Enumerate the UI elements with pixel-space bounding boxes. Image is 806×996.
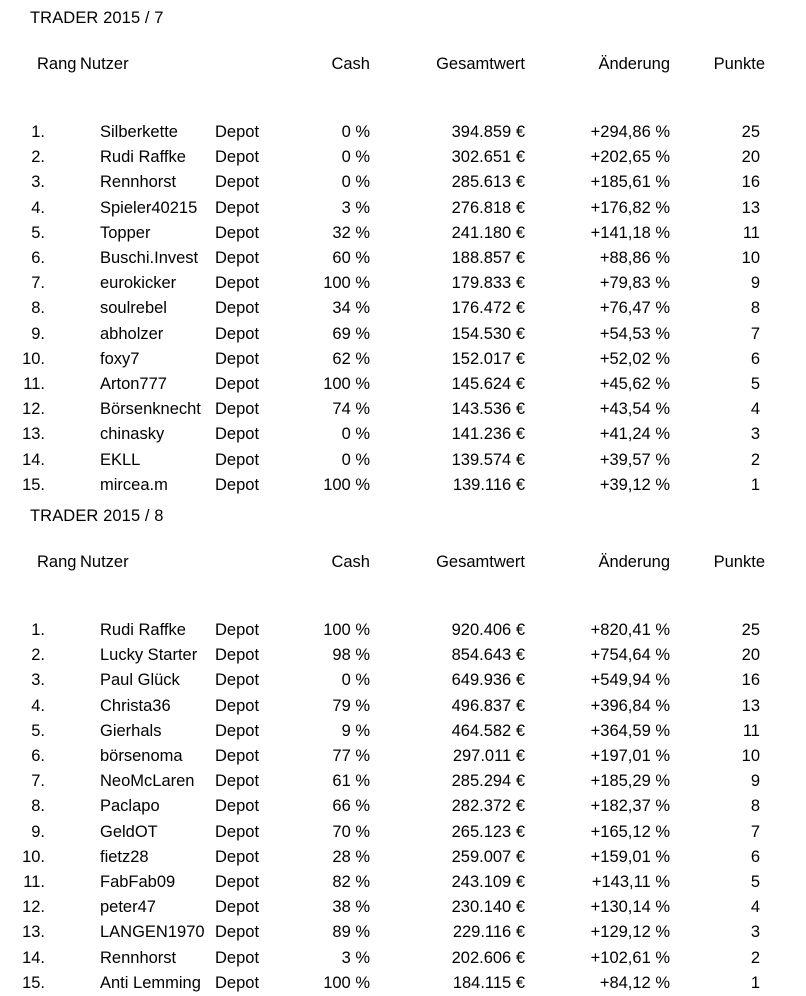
column-header-depot (215, 526, 295, 572)
cell-rank: 9. (31, 822, 45, 841)
cell-total: 176.472 € (451, 299, 525, 318)
cell-rank: 3. (31, 671, 45, 690)
cell-rank: 7. (31, 274, 45, 293)
cell-change: +45,62 % (599, 375, 670, 394)
table-row (0, 668, 806, 693)
cell-cash: 82 % (332, 873, 370, 892)
table-row (0, 719, 806, 744)
cell-change: +294,86 % (590, 123, 670, 141)
cell-user: fietz28 (100, 847, 149, 866)
cell-rank: 4. (31, 198, 45, 217)
cell-total: 282.372 € (451, 797, 525, 816)
cell-change: +129,12 % (590, 923, 670, 942)
header-spacer-row (0, 74, 806, 120)
cell-depot: Depot (215, 274, 260, 293)
cell-rank: 11. (23, 873, 45, 892)
column-header-user: Nutzer (80, 553, 129, 571)
cell-total: 141.236 € (451, 425, 525, 444)
cell-total: 145.624 € (451, 375, 525, 394)
cell-cash: 0 % (341, 123, 370, 141)
table-row (0, 845, 806, 870)
cell-cash: 28 % (332, 847, 370, 866)
cell-points: 7 (750, 822, 760, 841)
cell-total: 276.818 € (451, 198, 525, 217)
table-row (0, 971, 806, 996)
column-header-points: Punkte (713, 55, 765, 73)
cell-rank: 5. (31, 721, 45, 740)
cell-cash: 66 % (332, 797, 370, 816)
cell-total: 229.116 € (452, 923, 525, 942)
cell-change: +39,12 % (599, 475, 670, 494)
column-header-rank: Rang (37, 553, 77, 571)
cell-user: foxy7 (100, 349, 140, 368)
cell-user: NeoMcLaren (100, 772, 195, 791)
cell-change: +549,94 % (590, 671, 670, 690)
table-row (0, 372, 806, 397)
cell-user: FabFab09 (100, 873, 176, 892)
cell-user: mircea.m (100, 475, 168, 494)
ranking-block-trader-2015-8 (0, 506, 806, 996)
header-spacer-row (0, 572, 806, 618)
cell-change: +84,12 % (599, 973, 670, 992)
cell-change: +52,02 % (599, 349, 670, 368)
cell-total: 285.613 € (451, 173, 525, 192)
cell-rank: 10. (22, 847, 45, 866)
cell-points: 5 (750, 375, 760, 394)
cell-depot: Depot (215, 324, 260, 343)
cell-cash: 89 % (332, 923, 370, 942)
cell-rank: 14. (22, 450, 45, 469)
cell-cash: 100 % (323, 973, 370, 992)
cell-rank: 4. (31, 696, 45, 715)
cell-total: 265.123 € (451, 822, 525, 841)
cell-points: 25 (741, 123, 760, 141)
cell-depot: Depot (215, 873, 260, 892)
cell-user: Rennhorst (100, 173, 177, 192)
cell-depot: Depot (215, 400, 260, 419)
cell-depot: Depot (215, 747, 260, 766)
table-row (0, 618, 806, 643)
cell-cash: 69 % (332, 324, 370, 343)
table-row (0, 271, 806, 296)
cell-cash: 34 % (332, 299, 370, 318)
cell-change: +202,65 % (590, 148, 670, 167)
cell-depot: Depot (215, 349, 260, 368)
table-row (0, 870, 806, 895)
ranking-table-body (0, 120, 806, 498)
cell-depot: Depot (215, 249, 260, 268)
cell-change: +79,83 % (599, 274, 670, 293)
cell-rank: 15. (22, 475, 45, 494)
cell-points: 4 (750, 400, 760, 419)
table-row (0, 170, 806, 195)
cell-rank: 15. (22, 973, 45, 992)
cell-change: +176,82 % (590, 198, 670, 217)
cell-depot: Depot (215, 822, 260, 841)
table-header-row (0, 28, 806, 74)
cell-total: 496.837 € (451, 696, 525, 715)
cell-points: 6 (750, 349, 760, 368)
cell-rank: 8. (31, 797, 45, 816)
cell-cash: 9 % (341, 721, 370, 740)
cell-depot: Depot (215, 772, 260, 791)
table-row (0, 397, 806, 422)
cell-user: Rudi Raffke (100, 148, 186, 167)
table-header-row (0, 526, 806, 572)
column-header-depot (215, 28, 295, 74)
cell-rank: 13. (22, 923, 45, 942)
cell-total: 154.530 € (451, 324, 525, 343)
cell-depot: Depot (215, 450, 260, 469)
cell-points: 11 (742, 721, 760, 740)
cell-points: 16 (741, 173, 760, 192)
cell-rank: 1. (31, 123, 45, 141)
cell-total: 285.294 € (451, 772, 525, 791)
cell-user: chinasky (100, 425, 165, 444)
cell-user: Spieler40215 (100, 198, 198, 217)
cell-points: 20 (741, 148, 760, 167)
cell-points: 9 (750, 274, 760, 293)
cell-user: Christa36 (100, 696, 171, 715)
cell-user: börsenoma (100, 747, 183, 766)
cell-depot: Depot (215, 148, 260, 167)
cell-depot: Depot (215, 621, 260, 639)
cell-rank: 10. (22, 349, 45, 368)
cell-depot: Depot (215, 973, 260, 992)
cell-user: Arton777 (100, 375, 167, 394)
table-row (0, 145, 806, 170)
cell-depot: Depot (215, 173, 260, 192)
column-header-total: Gesamtwert (436, 55, 525, 73)
cell-total: 259.007 € (451, 847, 525, 866)
cell-total: 854.643 € (451, 646, 525, 665)
cell-user: LANGEN1970 (100, 923, 205, 942)
cell-cash: 70 % (332, 822, 370, 841)
cell-user: Börsenknecht (100, 400, 201, 419)
cell-change: +182,37 % (590, 797, 670, 816)
table-row (0, 694, 806, 719)
cell-depot: Depot (215, 948, 260, 967)
cell-change: +364,59 % (590, 721, 670, 740)
cell-points: 3 (750, 425, 760, 444)
cell-depot: Depot (215, 198, 260, 217)
cell-depot: Depot (215, 797, 260, 816)
table-row (0, 347, 806, 372)
column-header-cash: Cash (331, 553, 370, 571)
cell-cash: 98 % (332, 646, 370, 665)
cell-cash: 32 % (332, 223, 370, 242)
cell-depot: Depot (215, 721, 260, 740)
cell-user: EKLL (100, 450, 141, 469)
cell-change: +102,61 % (590, 948, 670, 967)
cell-change: +88,86 % (599, 249, 670, 268)
cell-cash: 0 % (341, 148, 370, 167)
cell-change: +41,24 % (599, 425, 670, 444)
table-row (0, 643, 806, 668)
cell-rank: 3. (31, 173, 45, 192)
cell-cash: 60 % (332, 249, 370, 268)
cell-rank: 6. (31, 249, 45, 268)
cell-change: +165,12 % (590, 822, 670, 841)
cell-total: 202.606 € (451, 948, 525, 967)
cell-change: +197,01 % (590, 747, 670, 766)
cell-change: +54,53 % (599, 324, 670, 343)
column-header-points: Punkte (713, 553, 765, 571)
table-row (0, 769, 806, 794)
cell-points: 1 (750, 475, 760, 494)
ranking-table (0, 526, 806, 996)
ranking-table-body (0, 618, 806, 996)
cell-rank: 12. (22, 400, 45, 419)
cell-change: +141,18 % (590, 223, 670, 242)
cell-points: 2 (750, 450, 760, 469)
cell-rank: 8. (31, 299, 45, 318)
cell-depot: Depot (215, 847, 260, 866)
column-header-change: Änderung (598, 55, 670, 73)
cell-change: +754,64 % (590, 646, 670, 665)
table-row (0, 920, 806, 945)
cell-points: 3 (750, 923, 760, 942)
ranking-block-trader-2015-7 (0, 8, 806, 498)
cell-rank: 2. (31, 148, 45, 167)
cell-change: +143,11 % (591, 873, 670, 892)
cell-change: +130,14 % (590, 898, 670, 917)
cell-rank: 13. (22, 425, 45, 444)
cell-change: +43,54 % (599, 400, 670, 419)
cell-points: 25 (741, 621, 760, 639)
cell-user: Lucky Starter (100, 646, 198, 665)
cell-cash: 0 % (341, 425, 370, 444)
table-row (0, 744, 806, 769)
cell-user: Paul Glück (100, 671, 180, 690)
cell-total: 464.582 € (451, 721, 525, 740)
cell-cash: 100 % (323, 475, 370, 494)
table-row (0, 448, 806, 473)
cell-rank: 5. (31, 223, 45, 242)
cell-points: 16 (741, 671, 760, 690)
cell-user: abholzer (100, 324, 164, 343)
cell-points: 20 (741, 646, 760, 665)
table-row (0, 946, 806, 971)
cell-points: 10 (741, 747, 760, 766)
column-header-change: Änderung (598, 553, 670, 571)
cell-user: Paclapo (100, 797, 160, 816)
table-row (0, 221, 806, 246)
cell-total: 649.936 € (451, 671, 525, 690)
cell-depot: Depot (215, 923, 260, 942)
cell-points: 11 (742, 223, 760, 242)
cell-rank: 2. (31, 646, 45, 665)
cell-total: 139.116 € (452, 475, 525, 494)
table-row (0, 895, 806, 920)
column-header-total: Gesamtwert (436, 553, 525, 571)
cell-user: Rudi Raffke (100, 621, 186, 639)
cell-total: 188.857 € (451, 249, 525, 268)
cell-cash: 38 % (332, 898, 370, 917)
cell-rank: 12. (22, 898, 45, 917)
cell-change: +820,41 % (590, 621, 670, 639)
cell-user: soulrebel (100, 299, 167, 318)
ranking-table (0, 28, 806, 498)
cell-points: 4 (750, 898, 760, 917)
cell-cash: 0 % (341, 450, 370, 469)
cell-points: 8 (750, 299, 760, 318)
cell-cash: 0 % (341, 173, 370, 192)
cell-rank: 6. (31, 747, 45, 766)
cell-cash: 0 % (341, 671, 370, 690)
cell-depot: Depot (215, 375, 260, 394)
cell-cash: 100 % (323, 621, 370, 639)
cell-points: 5 (750, 873, 760, 892)
column-header-cash: Cash (331, 55, 370, 73)
table-row (0, 322, 806, 347)
cell-total: 152.017 € (451, 349, 525, 368)
column-header-user: Nutzer (80, 55, 129, 73)
cell-rank: 11. (23, 375, 45, 394)
table-row (0, 473, 806, 498)
page-title: TRADER 2015 / 8 (30, 507, 164, 525)
cell-depot: Depot (215, 671, 260, 690)
cell-total: 920.406 € (451, 621, 525, 639)
cell-change: +76,47 % (599, 299, 670, 318)
cell-rank: 1. (31, 621, 45, 639)
table-row (0, 794, 806, 819)
cell-total: 241.180 € (451, 223, 525, 242)
table-row (0, 196, 806, 221)
cell-depot: Depot (215, 425, 260, 444)
cell-cash: 100 % (323, 375, 370, 394)
cell-points: 10 (741, 249, 760, 268)
cell-cash: 77 % (332, 747, 370, 766)
cell-change: +185,29 % (590, 772, 670, 791)
cell-depot: Depot (215, 123, 260, 141)
cell-cash: 100 % (323, 274, 370, 293)
cell-rank: 14. (22, 948, 45, 967)
cell-points: 8 (750, 797, 760, 816)
column-header-rank: Rang (37, 55, 77, 73)
cell-total: 394.859 € (451, 123, 525, 141)
cell-cash: 3 % (341, 948, 370, 967)
cell-points: 2 (750, 948, 760, 967)
cell-depot: Depot (215, 646, 260, 665)
cell-change: +39,57 % (599, 450, 670, 469)
cell-rank: 9. (31, 324, 45, 343)
cell-user: peter47 (100, 898, 156, 917)
cell-points: 1 (750, 973, 760, 992)
cell-total: 184.115 € (452, 973, 525, 992)
cell-total: 243.109 € (451, 873, 525, 892)
cell-rank: 7. (31, 772, 45, 791)
cell-user: GeldOT (100, 822, 158, 841)
cell-cash: 61 % (332, 772, 370, 791)
cell-change: +396,84 % (590, 696, 670, 715)
cell-points: 7 (750, 324, 760, 343)
cell-total: 139.574 € (451, 450, 525, 469)
cell-points: 13 (741, 198, 760, 217)
cell-points: 9 (750, 772, 760, 791)
cell-user: Topper (100, 223, 151, 242)
cell-user: Buschi.Invest (100, 249, 199, 268)
cell-user: Anti Lemming (100, 973, 201, 992)
cell-user: eurokicker (100, 274, 177, 293)
cell-change: +185,61 % (590, 173, 670, 192)
cell-total: 297.011 € (452, 747, 525, 766)
cell-user: Gierhals (100, 721, 162, 740)
table-row (0, 820, 806, 845)
cell-cash: 62 % (332, 349, 370, 368)
cell-cash: 74 % (332, 400, 370, 419)
cell-depot: Depot (215, 475, 260, 494)
cell-cash: 79 % (332, 696, 370, 715)
cell-depot: Depot (215, 696, 260, 715)
header-spacer (0, 74, 806, 120)
cell-points: 6 (750, 847, 760, 866)
page-title: TRADER 2015 / 7 (30, 9, 164, 27)
table-row (0, 422, 806, 447)
cell-user: Silberkette (100, 123, 178, 141)
cell-total: 230.140 € (451, 898, 525, 917)
cell-total: 143.536 € (451, 400, 525, 419)
cell-total: 179.833 € (451, 274, 525, 293)
cell-user: Rennhorst (100, 948, 177, 967)
table-row (0, 296, 806, 321)
table-row (0, 246, 806, 271)
cell-depot: Depot (215, 223, 260, 242)
cell-depot: Depot (215, 299, 260, 318)
cell-points: 13 (741, 696, 760, 715)
cell-total: 302.651 € (451, 148, 525, 167)
cell-change: +159,01 % (590, 847, 670, 866)
table-row (0, 120, 806, 145)
header-spacer (0, 572, 806, 618)
cell-cash: 3 % (341, 198, 370, 217)
cell-depot: Depot (215, 898, 260, 917)
